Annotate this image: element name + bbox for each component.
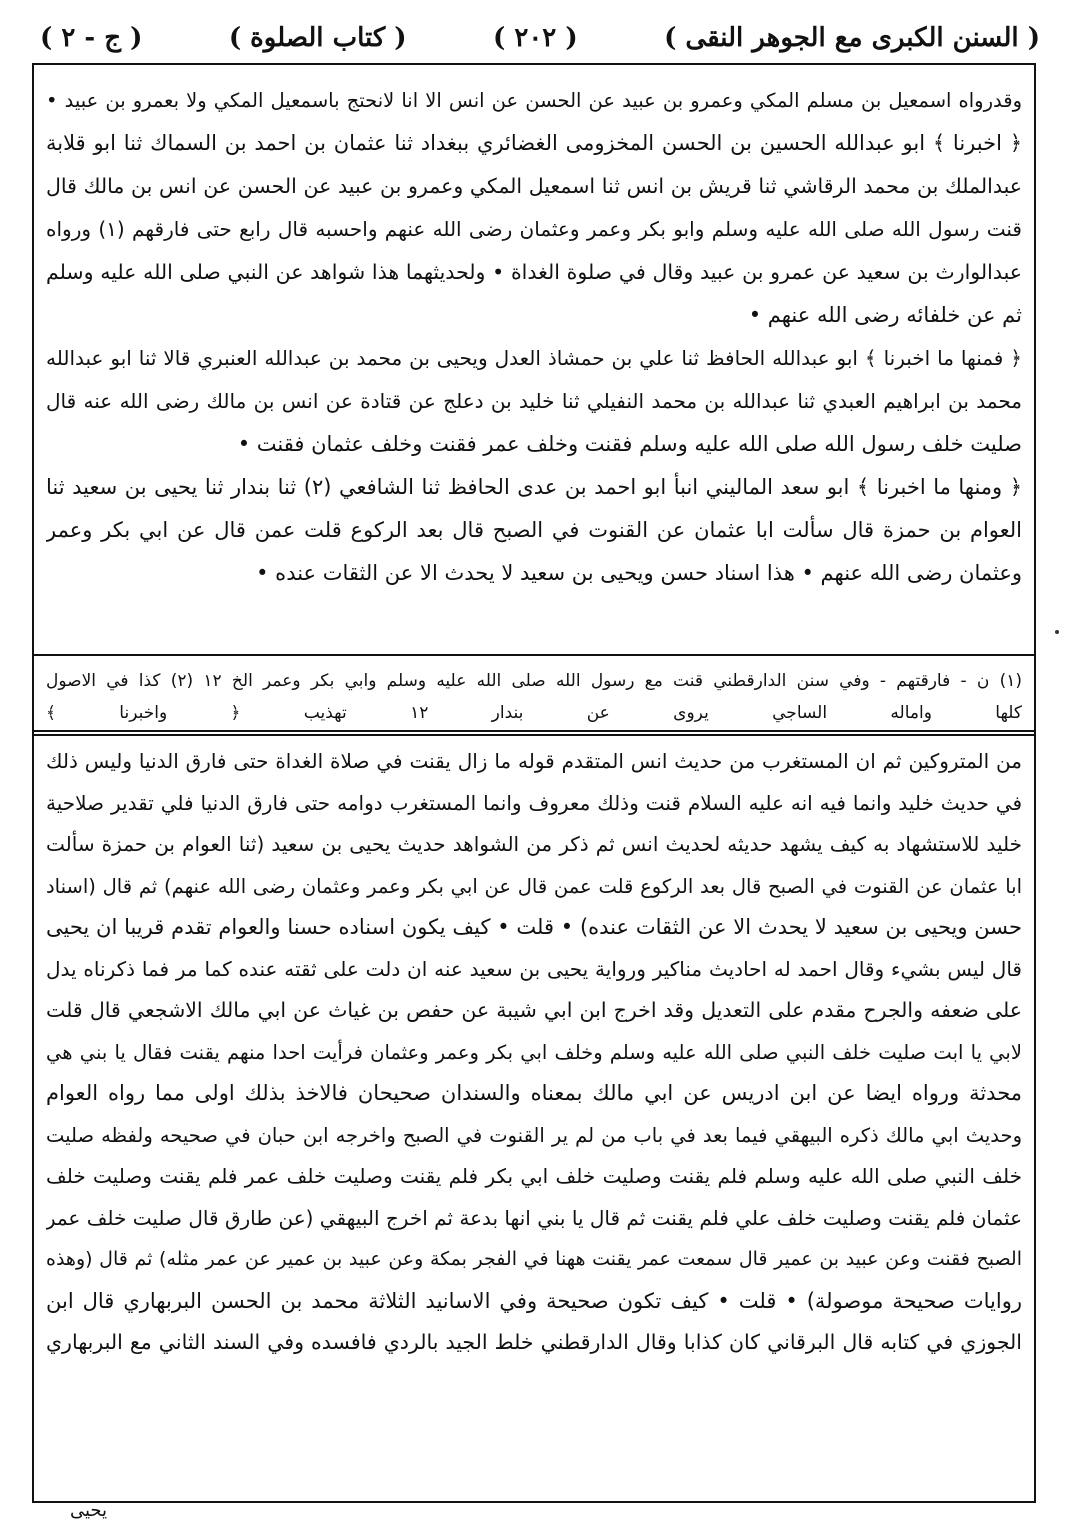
footnotes — [46, 665, 1022, 729]
catchword: يحيى — [70, 1500, 108, 1521]
commentary-line: ابا عثمان عن القنوت في الصبح قال بعد الركوع قلت عمن قال عن ابي بكر وعمر وعثمان رضى الله عنهم) ثم قال (اسناد — [46, 874, 1022, 898]
text-line: ﴿ ومنها ما اخبرنا ﴾ ابو سعد الماليني انبأ ابو احمد بن عدى الحافظ ثنا الشافعي (٢) ثنا بندار ثنا يحيى بن سعيد ثنا — [46, 475, 1022, 499]
commentary-line: خلف النبي صلى الله عليه وسلم فلم يقنت وصليت خلف ابي بكر فلم يقنت وصليت خلف عمر فلم يقنت وصليت خلف — [46, 1164, 1022, 1188]
commentary-line: قال ليس بشيء وقال احمد له احاديث مناكير ورواية يحيى بن سعيد عنه ان دلت على ثقته عنده كما مر فما ذكرناه يدل — [46, 956, 1022, 981]
commentary-line: لابي يا ابت صليت خلف النبي صلى الله عليه وسلم وخلف ابي بكر وعمر وعثمان فرأيت احدا منهم يقنت فقال يا بني هي — [46, 1040, 1022, 1064]
commentary-line: الصبح فقنت وعن عبيد بن عمير قال سمعت عمر يقنت ههنا في الفجر بمكة وعن عبيد بن عمير عن عمر مثله) ثم قال (وهذه — [46, 1248, 1022, 1270]
text-line: ﴿ اخبرنا ﴾ ابو عبدالله الحسين بن الحسن المخزومى الغضائري ببغداد ثنا عثمان بن احمد بن السماك ثنا ابو قلابة — [46, 131, 1022, 155]
page-header — [40, 18, 1040, 58]
commentary-divider — [34, 730, 1034, 732]
commentary-line: روايات صحيحة موصولة) • قلت • كيف تكون صحيحة وفي الاسانيد الثلاثة محمد بن الحسن البربهاري قال ابن — [46, 1288, 1022, 1313]
commentary-line: محدثة ورواه ايضا عن ابن ادريس عن ابي مالك بمعناه والسندان صحيحان فالاخذ بذلك اولى مما رواه العوام — [46, 1081, 1022, 1105]
commentary-line: من المتروكين ثم ان المستغرب من حديث انس المتقدم قوله ما زال يقنت في صلاة الغداة حتى فارق الدنيا وليس ذلك — [46, 749, 1022, 773]
footnote-line: كلها واماله الساجي يروى عن بندار ١٢ تهذيب ﴿ واخبرنا ﴾ — [46, 703, 1022, 723]
chapter-title: ( كتاب الصلوة ) — [228, 23, 407, 53]
text-line: عبدالوارث بن سعيد عن عمرو بن عبيد وقال في صلوة الغداة • ولحديثهما هذا شواهد عن النبي صلى الله عليه وسلم — [46, 260, 1022, 284]
commentary-text — [46, 741, 1022, 1364]
commentary-line: خليد للاستشهاد به كيف يشهد حديثه لحديث انس ثم ذكر من الشواهد حديث يحيى بن سعيد (ثنا العوام بن حمزة سألت — [46, 832, 1022, 856]
text-line: محمد بن ابراهيم العبدي ثنا عبدالله بن محمد النفيلي ثنا خليد بن دعلج عن قتادة عن انس بن مالك رضى الله عنه قال — [46, 389, 1022, 413]
margin-mark — [1055, 630, 1059, 634]
commentary-divider-double — [34, 734, 1034, 736]
commentary-line: حسن ويحيى بن سعيد لا يحدث الا عن الثقات عنده) • قلت • كيف يكون اسناده حسنا والعوام تقدم قريبا ان يحيى — [46, 915, 1022, 939]
text-line: ثم عن خلفائه رضى الله عنهم • — [748, 303, 1022, 327]
text-line: وعثمان رضى الله عنهم • هذا اسناد حسن ويحيى بن سعيد لا يحدث الا عن الثقات عنده • — [256, 561, 1022, 585]
page-number: ( ٢٠٢ ) — [493, 23, 578, 53]
text-line: وقدرواه اسمعيل بن مسلم المكي وعمرو بن عبيد عن الحسن عن انس الا انا لانحتج باسمعيل المكي ولا بعمرو بن عبيد • — [46, 89, 1022, 112]
commentary-line: وحديث ابي مالك ذكره البيهقي فيما بعد في باب من لم ير القنوت في الصبح واخرجه ابن حبان في صحيحه ولفظه صليت — [46, 1123, 1022, 1147]
footnote-line: (١) ن - فارقتهم - وفي سنن الدارقطني قنت مع رسول الله صلى الله عليه وسلم وابي بكر وعمر الخ ١٢ (٢) كذا في الاصول — [46, 671, 1022, 691]
volume-number: ( ج - ٢ ) — [40, 23, 143, 53]
footnote-divider — [34, 654, 1034, 656]
book-title: ( السنن الكبرى مع الجوهر النقى ) — [664, 23, 1040, 53]
text-line: ﴿ فمنها ما اخبرنا ﴾ ابو عبدالله الحافظ ثنا علي بن حمشاذ العدل ويحيى بن محمد بن عبدالله العنبري قالا ثنا ابو عبدالله — [46, 346, 1022, 370]
main-text — [46, 79, 1022, 595]
text-line: العوام بن حمزة قال سألت ابا عثمان عن القنوت في الصبح قال بعد الركوع قلت عمن قال عن ابي بكر وعمر — [46, 518, 1022, 542]
text-line: صليت خلف رسول الله صلى الله عليه وسلم فقنت وخلف عمر فقنت وخلف عثمان فقنت • — [237, 432, 1022, 456]
text-line: قنت رسول الله صلى الله عليه وسلم وابو بكر وعمر وعثمان رضى الله عنهم واحسبه قال رابع حتى فارقهم (١) ورواه — [46, 217, 1022, 241]
commentary-line: عثمان فلم يقنت وصليت خلف علي فلم يقنت ثم قال يا بني انها بدعة ثم اخرج البيهقي (عن طارق قال صليت خلف عمر — [46, 1205, 1022, 1230]
text-frame — [32, 63, 1036, 1503]
commentary-line: على ضعفه والجرح مقدم على التعديل وقد اخرج ابن ابي شيبة عن حفص بن غياث عن ابي مالك الاشجعي قال قلت — [46, 998, 1022, 1022]
commentary-line: في حديث خليد وانما فيه انه عليه السلام قنت وذلك معروف وانما المستغرب دوامه حتى فارق الدنيا فلي تقدير صلاحية — [46, 790, 1022, 815]
text-line: عبدالملك بن محمد الرقاشي ثنا قريش بن انس ثنا اسمعيل المكي وعمرو بن عبيد عن الحسن عن انس بن مالك قال — [46, 174, 1022, 198]
commentary-line: الجوزي في كتابه قال البرقاني كان كذابا وقال الدارقطني خلط الجيد بالردي فافسده وفي السند الثاني مع البربهاري — [46, 1330, 1022, 1354]
